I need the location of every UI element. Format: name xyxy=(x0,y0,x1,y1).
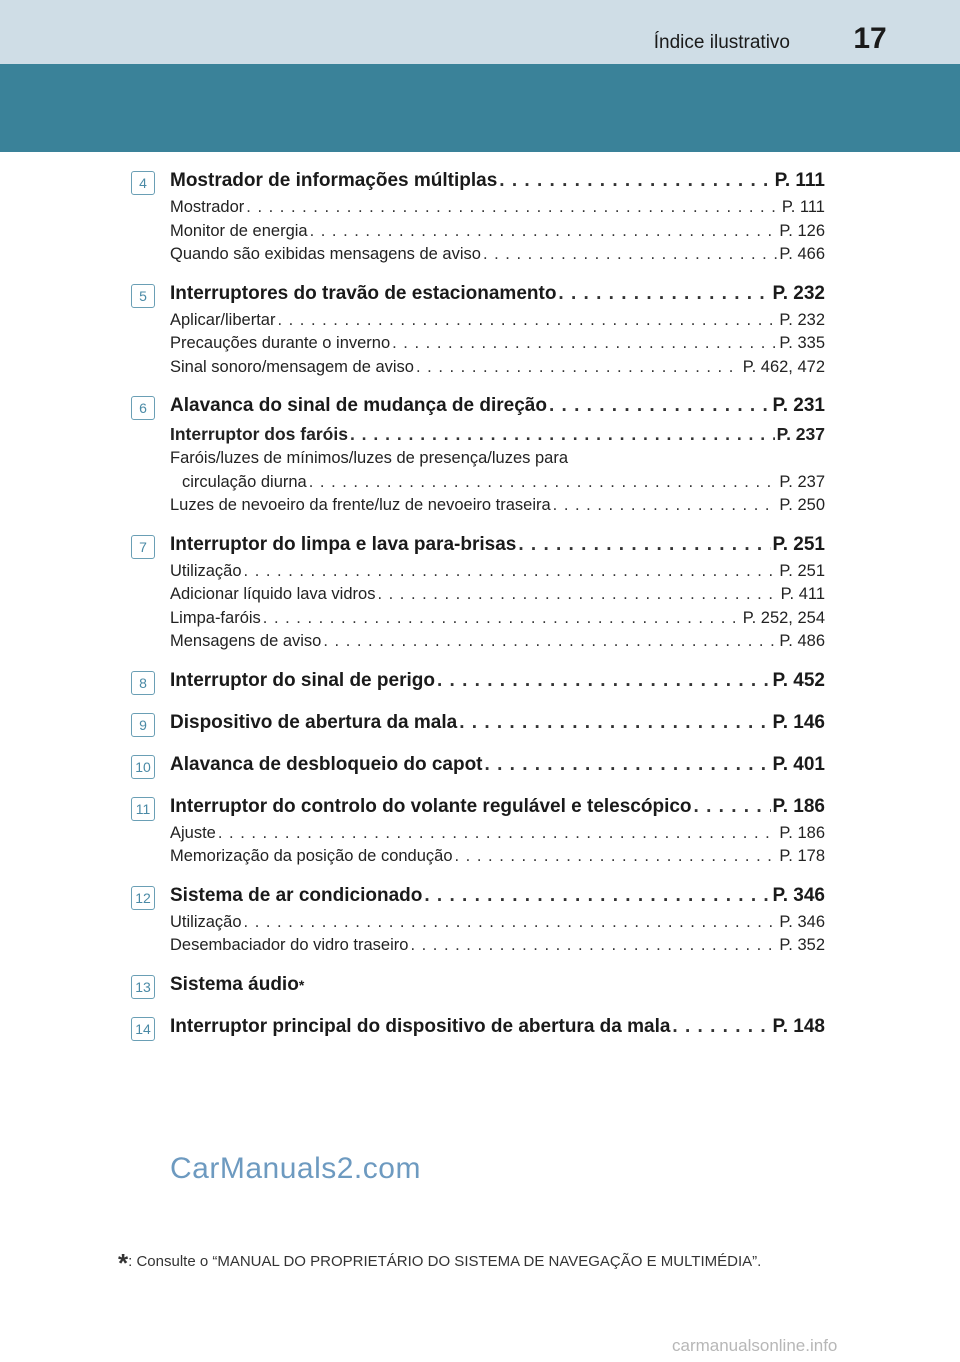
leader-dots xyxy=(246,196,780,220)
entry-subitem-label: Luzes de nevoeiro da frente/luz de nevoeiro traseira xyxy=(170,496,551,514)
entry-title-page-ref: P. 452 xyxy=(772,669,825,691)
entry-title xyxy=(170,881,825,911)
entry-subitem-label: circulação diurna xyxy=(182,472,307,491)
entry-title-page-ref: P. 186 xyxy=(772,795,825,817)
index-entry xyxy=(135,792,825,869)
entry-title xyxy=(170,1012,825,1042)
leader-dots xyxy=(437,666,771,696)
entry-title-page-ref: P. 146 xyxy=(772,711,825,733)
entry-bold-subitem-label: Interruptor dos faróis xyxy=(170,424,348,444)
footnote-text: : Consulte o “MANUAL DO PROPRIETÁRIO DO SISTEMA DE NAVEGAÇÃO E MULTIMÉDIA”. xyxy=(128,1253,762,1270)
index-entry xyxy=(135,750,825,780)
entry-subitem-page-ref: P. 232 xyxy=(779,310,825,329)
leader-dots xyxy=(499,166,772,196)
leader-dots xyxy=(218,822,778,846)
footer-site: carmanualsonline.info xyxy=(672,1336,838,1355)
leader-dots xyxy=(416,356,741,380)
entry-subitem xyxy=(170,822,825,846)
entry-number-badge: 6 xyxy=(131,396,155,420)
entry-subitem xyxy=(170,196,825,220)
header-band xyxy=(0,64,960,152)
entry-subitem-label: Precauções durante o inverno xyxy=(170,334,391,352)
entry-title xyxy=(170,750,825,780)
entry-subitem xyxy=(170,471,825,495)
index-entry xyxy=(135,970,825,1000)
entry-title-page-ref: P. 401 xyxy=(772,753,825,775)
entry-number-badge: 12 xyxy=(131,886,155,910)
leader-dots xyxy=(553,494,778,518)
entry-title xyxy=(170,530,825,560)
footnote-star: * xyxy=(118,1248,129,1278)
entry-subitem-page-ref: P. 252, 254 xyxy=(742,608,825,627)
leader-dots xyxy=(558,279,770,309)
entry-subitem xyxy=(170,560,825,584)
entry-title xyxy=(170,792,825,822)
index-entry xyxy=(139,391,825,518)
entry-title-label: Alavanca do sinal de mudança de direção xyxy=(170,395,547,416)
index-entry xyxy=(135,881,825,958)
entry-subitem-label: Sinal sonoro/mensagem de aviso xyxy=(170,357,414,376)
leader-dots xyxy=(244,911,778,935)
footnote-star-marker: * xyxy=(298,976,305,993)
index-list xyxy=(0,166,960,1054)
section-title: Índice ilustrativo xyxy=(653,32,790,53)
entry-number-badge: 14 xyxy=(131,1017,155,1041)
entry-title-label: Alavanca de desbloqueio do capot xyxy=(170,753,483,775)
entry-title-page-ref: P. 231 xyxy=(772,395,825,416)
entry-title-label: Interruptor principal do dispositivo de abertura da mala xyxy=(170,1015,671,1037)
index-entry xyxy=(139,166,825,267)
entry-subitem-wrapped: Faróis/luzes de mínimos/luzes de presença/luzes para xyxy=(170,449,569,467)
entry-subitem-page-ref: P. 251 xyxy=(779,561,825,580)
entry-subitem-page-ref: P. 335 xyxy=(779,334,825,352)
entry-title-label: Interruptor do sinal de perigo xyxy=(170,669,435,691)
entry-subitem-label: Desembaciador do vidro traseiro xyxy=(170,936,409,954)
index-entry xyxy=(135,1012,825,1042)
entry-subitem-page-ref: P. 466 xyxy=(779,245,825,263)
leader-dots xyxy=(672,1012,770,1042)
entry-title-page-ref: P. 232 xyxy=(772,282,825,304)
entry-title xyxy=(170,166,825,196)
entry-subitem-page-ref: P. 111 xyxy=(781,198,825,216)
entry-subitem-label: Adicionar líquido lava vidros xyxy=(170,585,376,603)
entry-subitem-label: Limpa-faróis xyxy=(170,608,261,627)
entry-subitem xyxy=(170,630,825,654)
leader-dots xyxy=(309,471,778,495)
entry-subitem xyxy=(170,934,825,958)
entry-title-label: Sistema de ar condicionado xyxy=(170,884,423,906)
entry-number-badge: 4 xyxy=(131,171,155,195)
entry-bold-subitem xyxy=(170,421,825,447)
entry-title-label: Mostrador de informações múltiplas xyxy=(170,170,498,191)
entry-subitem-page-ref: P. 178 xyxy=(779,847,825,865)
leader-dots xyxy=(377,583,778,607)
entry-subitem-page-ref: P. 352 xyxy=(779,936,825,954)
leader-dots xyxy=(694,792,771,822)
entry-subitem-label: Mostrador xyxy=(170,198,245,216)
entry-number-badge: 5 xyxy=(131,284,155,308)
entry-title-page-ref: P. 346 xyxy=(772,884,825,906)
entry-number-badge: 11 xyxy=(131,797,155,821)
entry-title-label: Sistema áudio xyxy=(170,973,299,995)
entry-subitem-label: Ajuste xyxy=(170,823,216,842)
page-number: 17 xyxy=(853,22,887,55)
leader-dots xyxy=(483,243,777,267)
watermark-text: CarManuals2.com xyxy=(170,1152,421,1185)
entry-subitem-label: Utilização xyxy=(170,561,242,580)
leader-dots xyxy=(424,881,770,911)
entry-title-label: Interruptor do limpa e lava para-brisas xyxy=(170,533,517,555)
entry-subitem xyxy=(170,220,825,244)
entry-subitem xyxy=(170,356,825,380)
entry-subitem-page-ref: P. 411 xyxy=(780,585,825,603)
leader-dots xyxy=(485,750,771,780)
entry-subitem-label: Aplicar/libertar xyxy=(170,310,276,329)
entry-subitem-page-ref: P. 250 xyxy=(779,496,825,514)
leader-dots xyxy=(323,630,777,654)
header-bar xyxy=(0,0,960,64)
index-entry xyxy=(139,666,825,696)
entry-subitem-page-ref: P. 126 xyxy=(779,221,825,240)
index-entry xyxy=(139,279,825,380)
leader-dots xyxy=(459,708,770,738)
entry-title-page-ref: P. 148 xyxy=(772,1015,825,1037)
entry-subitem-label: Quando são exibidas mensagens de aviso xyxy=(170,245,481,263)
entry-title xyxy=(170,279,825,309)
entry-title-label: Dispositivo de abertura da mala xyxy=(170,711,458,733)
index-entry xyxy=(139,530,825,654)
leader-dots xyxy=(263,607,741,631)
leader-dots xyxy=(392,332,777,356)
entry-title-label: Interruptores do travão de estacionamento xyxy=(170,282,557,304)
entry-title xyxy=(170,666,825,696)
entry-subitem xyxy=(170,583,825,607)
leader-dots xyxy=(350,421,775,447)
entry-subitem-label: Monitor de energia xyxy=(170,221,308,240)
entry-subitem-label: Utilização xyxy=(170,912,242,931)
entry-title xyxy=(170,391,825,421)
entry-number-badge: 9 xyxy=(131,713,155,737)
entry-subitem xyxy=(170,607,825,631)
entry-subitem-page-ref: P. 486 xyxy=(779,632,825,650)
entry-subitem xyxy=(170,243,825,267)
entry-title-label: Interruptor do controlo do volante regulável e telescópico xyxy=(170,795,692,817)
footnote xyxy=(118,1248,761,1279)
entry-subitem-page-ref: P. 237 xyxy=(779,472,825,491)
entry-subitem xyxy=(170,911,825,935)
entry-subitem xyxy=(170,845,825,869)
entry-number-badge: 10 xyxy=(131,755,155,779)
entry-subitem-page-ref: P. 346 xyxy=(779,912,825,931)
leader-dots xyxy=(310,220,778,244)
entry-number-badge: 8 xyxy=(131,671,155,695)
entry-title-page-ref: P. 111 xyxy=(774,170,825,191)
entry-title-page-ref: P. 251 xyxy=(772,533,825,555)
entry-subitem-page-ref: P. 186 xyxy=(779,823,825,842)
entry-number-badge: 13 xyxy=(131,975,155,999)
leader-dots xyxy=(455,845,778,869)
leader-dots xyxy=(410,934,777,958)
entry-subitem xyxy=(170,494,825,518)
leader-dots xyxy=(549,391,771,421)
leader-dots xyxy=(277,309,777,333)
entry-subitem-label: Memorização da posição de condução xyxy=(170,847,453,865)
leader-dots xyxy=(244,560,778,584)
entry-title xyxy=(170,708,825,738)
entry-bold-subitem-page-ref: P. 237 xyxy=(776,424,825,444)
entry-subitem-page-ref: P. 462, 472 xyxy=(742,357,825,376)
entry-subitem-label: Mensagens de aviso xyxy=(170,632,322,650)
entry-title xyxy=(170,970,825,1000)
entry-subitem xyxy=(170,309,825,333)
entry-subitem xyxy=(170,332,825,356)
index-entry xyxy=(139,708,825,738)
leader-dots xyxy=(518,530,770,560)
entry-number-badge: 7 xyxy=(131,535,155,559)
